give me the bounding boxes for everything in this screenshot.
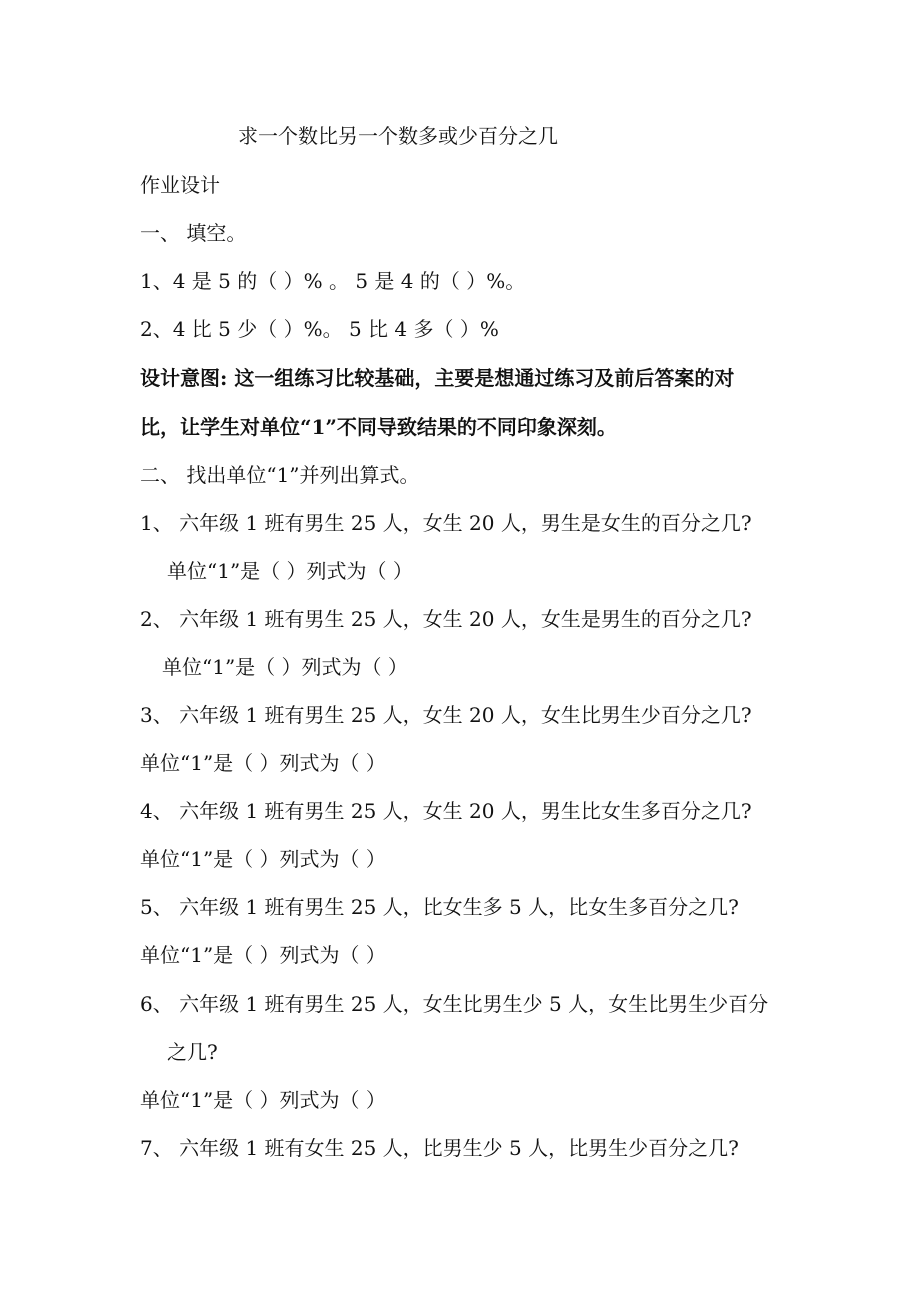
problem-answer-3: 单位“1”是（ ）列式为（ ） [140,751,386,775]
fill-question-2: 2、4 比 5 少（ ）%。 5 比 4 多（ ）% [140,317,499,341]
problem-question-6-continued: 之几? [167,1040,218,1064]
design-intent-line-1: 设计意图: 这一组练习比较基础，主要是想通过练习及前后答案的对 [140,366,735,390]
section2-heading: 二、 找出单位“1”并列出算式。 [140,463,420,487]
problem-answer-5: 单位“1”是（ ）列式为（ ） [140,943,386,967]
page-title: 求一个数比另一个数多或少百分之几 [238,124,558,148]
problem-answer-2: 单位“1”是（ ）列式为（ ） [162,655,408,679]
section1-heading: 一、 填空。 [140,221,247,245]
problem-question-4: 4、 六年级 1 班有男生 25 人，女生 20 人，男生比女生多百分之几? [140,799,752,823]
problem-answer-4: 单位“1”是（ ）列式为（ ） [140,847,386,871]
problem-question-6: 6、 六年级 1 班有男生 25 人，女生比男生少 5 人，女生比男生少百分 [140,992,769,1016]
problem-question-1: 1、 六年级 1 班有男生 25 人，女生 20 人，男生是女生的百分之几? [140,511,752,535]
problem-question-7: 7、 六年级 1 班有女生 25 人，比男生少 5 人，比男生少百分之几? [140,1136,739,1160]
problem-answer-1: 单位“1”是（ ）列式为（ ） [167,559,413,583]
fill-question-1: 1、4 是 5 的（ ）% 。 5 是 4 的（ ）%。 [140,269,526,293]
problem-answer-6: 单位“1”是（ ）列式为（ ） [140,1088,386,1112]
problem-question-3: 3、 六年级 1 班有男生 25 人，女生 20 人，女生比男生少百分之几? [140,703,752,727]
problem-question-2: 2、 六年级 1 班有男生 25 人，女生 20 人，女生是男生的百分之几? [140,607,752,631]
problem-question-5: 5、 六年级 1 班有男生 25 人，比女生多 5 人，比女生多百分之几? [140,895,739,919]
subtitle: 作业设计 [140,173,220,197]
design-intent-line-2: 比，让学生对单位“1”不同导致结果的不同印象深刻。 [140,415,617,439]
